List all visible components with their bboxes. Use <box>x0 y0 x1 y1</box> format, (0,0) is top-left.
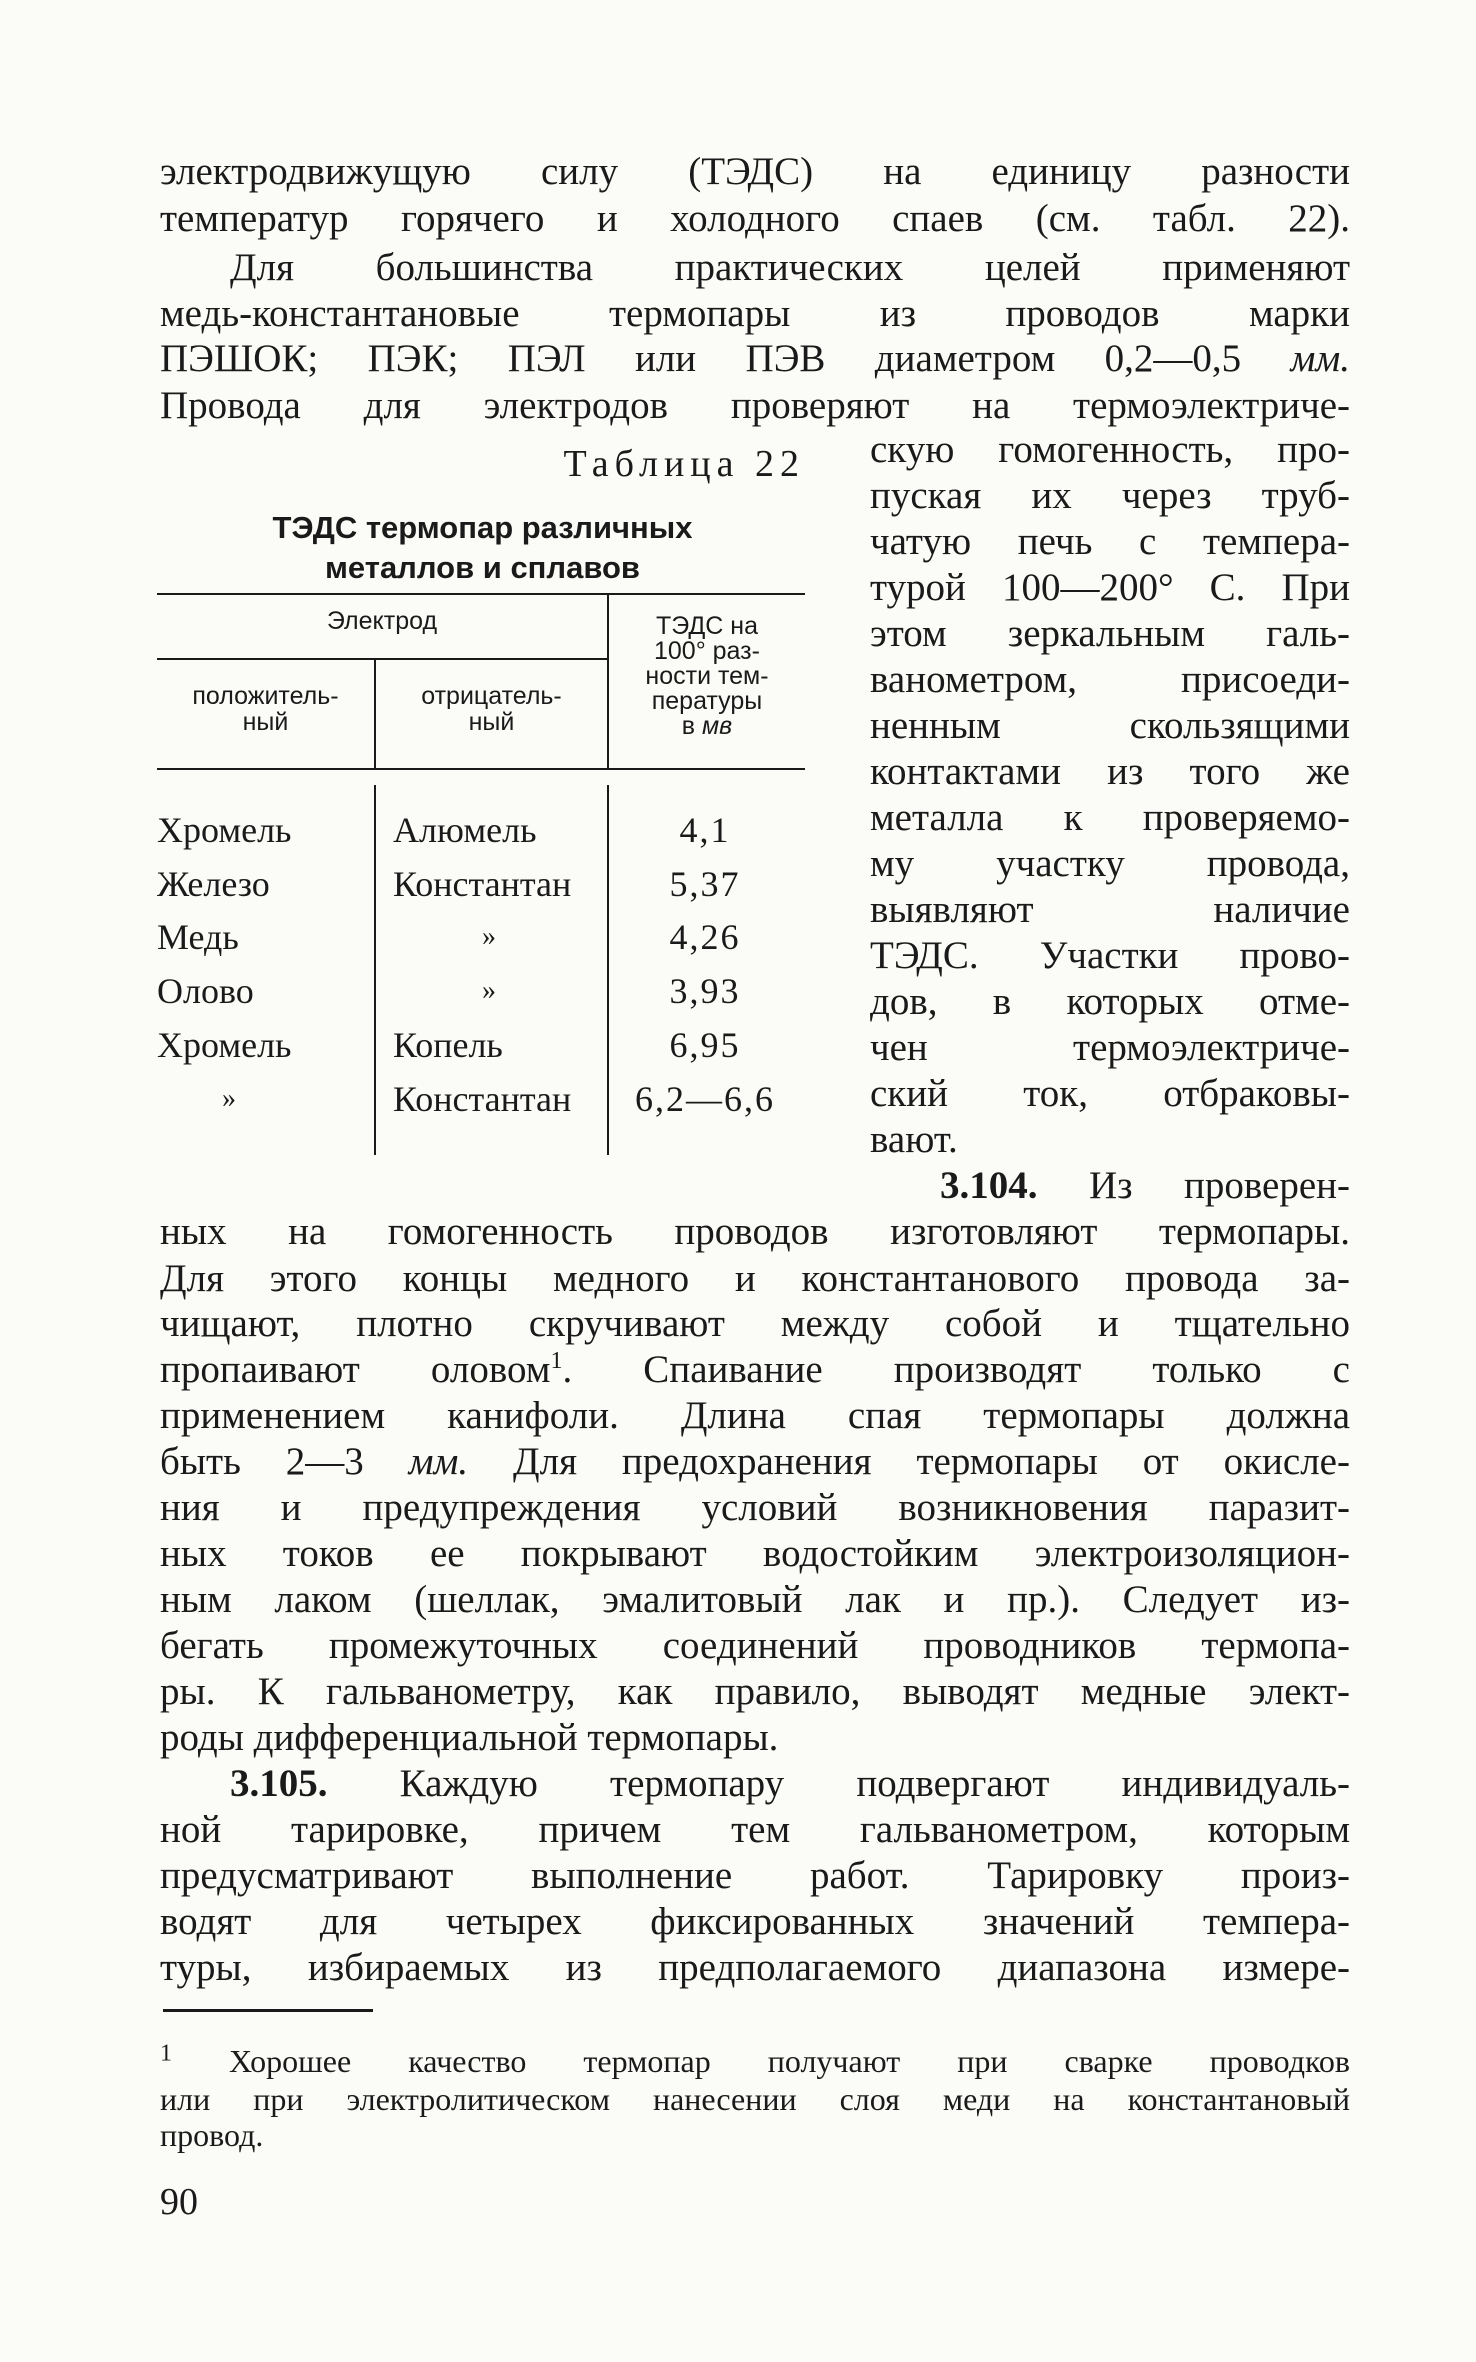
footnote-marker: 1 <box>160 2040 172 2067</box>
table-cell-negative: Копель <box>393 1025 503 1065</box>
text-span: Из проверен- <box>1037 1164 1350 1207</box>
text-line: ры. К гальванометру, как правило, выводят медные элект- <box>160 1670 1350 1713</box>
header-line: пературы <box>651 687 763 715</box>
table-title <box>160 508 805 588</box>
text-line: выявляют наличие <box>870 888 1350 931</box>
text-line: чен термоэлектриче- <box>870 1026 1350 1069</box>
header-line: ТЭДС на <box>655 612 759 640</box>
table-cell-negative-ditto: » <box>482 975 496 1006</box>
text-line: ных на гомогенность проводов изготовляют термопары. <box>160 1210 1350 1253</box>
table-cell-negative-ditto: » <box>482 921 496 952</box>
table-cell-emf: 4,1 <box>679 810 731 850</box>
table-cell-emf: 6,2—6,6 <box>635 1079 775 1119</box>
section-number: 3.105. <box>230 1762 328 1805</box>
header-line: 100° раз- <box>654 637 760 665</box>
page-number: 90 <box>160 2181 198 2223</box>
header-line: ности тем- <box>645 662 769 690</box>
header-line: ный <box>468 708 515 736</box>
header-line <box>609 714 805 739</box>
table-col-divider <box>374 785 376 1155</box>
unit-mv: мв <box>702 712 733 740</box>
text-line: турой 100—200° С. При <box>870 566 1350 609</box>
text-line: пуская их через труб- <box>870 474 1350 517</box>
table-cell-emf: 4,26 <box>669 917 741 957</box>
footnote-line <box>160 2042 1350 2081</box>
text-line: ТЭДС. Участки прово- <box>870 934 1350 977</box>
text-line: ненным скользящими <box>870 704 1350 747</box>
table-header-emf <box>609 614 805 739</box>
table-header-rule <box>157 768 805 770</box>
text-span: Каждую термопару подвергают индивидуаль- <box>327 1762 1350 1805</box>
table-cell-positive: Хромель <box>157 810 292 850</box>
table-header-positive <box>157 683 374 735</box>
footnote-ref: 1 <box>550 1348 563 1374</box>
unit-mm: мм. <box>1290 337 1350 380</box>
text-line: ным лаком (шеллак, эмалитовый лак и пр.). Следует из- <box>160 1578 1350 1621</box>
table-cell-emf: 5,37 <box>669 864 741 904</box>
table-cell-negative: Константан <box>393 1079 572 1119</box>
header-line: ный <box>242 708 289 736</box>
table-cell-positive: Медь <box>157 917 239 957</box>
table-cell-positive: Железо <box>157 864 270 904</box>
text-line: предусматривают выполнение работ. Тарировку произ- <box>160 1854 1350 1897</box>
text-line: ский ток, отбраковы- <box>870 1072 1350 1115</box>
text-line: ной тарировке, причем тем гальванометром, которым <box>160 1808 1350 1851</box>
table-cell-negative: Константан <box>393 864 572 904</box>
footnote-line: провод. <box>160 2117 264 2153</box>
text-span: . Спаивание производят только с <box>562 1348 1350 1391</box>
unit-mm: мм. <box>408 1440 469 1483</box>
text-line: чищают, плотно скручивают между собой и тщательно <box>160 1302 1350 1345</box>
text-line: роды дифференциальной термопары. <box>160 1716 779 1759</box>
text-line: Для этого концы медного и константанового провода за- <box>160 1257 1350 1300</box>
table-group-rule <box>157 658 607 660</box>
table-cell-negative: Алюмель <box>393 810 537 850</box>
header-text: в <box>681 712 703 740</box>
text-span: ПЭШОК; ПЭК; ПЭЛ или ПЭВ диаметром 0,2—0,5 <box>160 337 1291 380</box>
text-line: ния и предупреждения условий возникновения паразит- <box>160 1486 1350 1529</box>
table-cell-positive: Олово <box>157 971 254 1011</box>
footnote-line: или при электролитическом нанесении слоя меди на константановый <box>160 2081 1350 2117</box>
text-line: дов, в которых отме- <box>870 980 1350 1023</box>
text-line: температур горячего и холодного спаев (см. табл. 22). <box>160 197 1350 240</box>
footnote-rule <box>163 2009 373 2012</box>
text-line: бегать промежуточных соединений проводников термопа- <box>160 1624 1350 1667</box>
text-line: этом зеркальным галь- <box>870 612 1350 655</box>
header-line: положитель- <box>192 682 339 710</box>
text-span: пропаивают оловом <box>160 1348 551 1391</box>
section-number: 3.104. <box>940 1164 1038 1207</box>
text-line: ванометром, присоеди- <box>870 658 1350 701</box>
table-col-divider <box>607 785 609 1155</box>
text-line: Провода для электродов проверяют на термоэлектриче- <box>160 384 1350 427</box>
text-line: контактами из того же <box>870 750 1350 793</box>
text-line: му участку провода, <box>870 842 1350 885</box>
text-line: вают. <box>870 1118 958 1161</box>
table-title-line: металлов и сплавов <box>325 550 640 585</box>
table-top-rule <box>157 593 805 595</box>
table-cell-emf: 3,93 <box>669 971 741 1011</box>
table-header-electrode: Электрод <box>326 607 438 635</box>
text-line: ных токов ее покрывают водостойким электроизоляцион- <box>160 1532 1350 1575</box>
text-line: водят для четырех фиксированных значений темпера- <box>160 1900 1350 1943</box>
text-line: металла к проверяемо- <box>870 796 1350 839</box>
table-cell-positive: Хромель <box>157 1025 292 1065</box>
table-cell-positive-ditto: » <box>222 1083 236 1114</box>
text-line: электродвижущую силу (ТЭДС) на единицу разности <box>160 150 1350 193</box>
text-line: медь-константановые термопары из проводов марки <box>160 292 1350 335</box>
table-header-negative <box>376 683 607 735</box>
text-line: применением канифоли. Длина спая термопары должна <box>160 1394 1350 1437</box>
text-span: Хорошее качество термопар получают при сварке проводков <box>172 2043 1350 2079</box>
text-span: Для предохранения термопары от окисле- <box>468 1440 1350 1483</box>
text-line: туры, избираемых из предполагаемого диапазона измере- <box>160 1946 1350 1989</box>
table-cell-emf: 6,95 <box>669 1025 741 1065</box>
text-line: скую гомогенность, про- <box>870 428 1350 471</box>
text-line: чатую печь с темпера- <box>870 520 1350 563</box>
header-line: отрицатель- <box>421 682 562 710</box>
table-title-line: ТЭДС термопар различных <box>272 510 693 545</box>
table-number: Таблица 22 <box>563 443 805 485</box>
text-line: Для большинства практических целей применяют <box>230 246 1350 289</box>
text-span: быть 2—3 <box>160 1440 409 1483</box>
